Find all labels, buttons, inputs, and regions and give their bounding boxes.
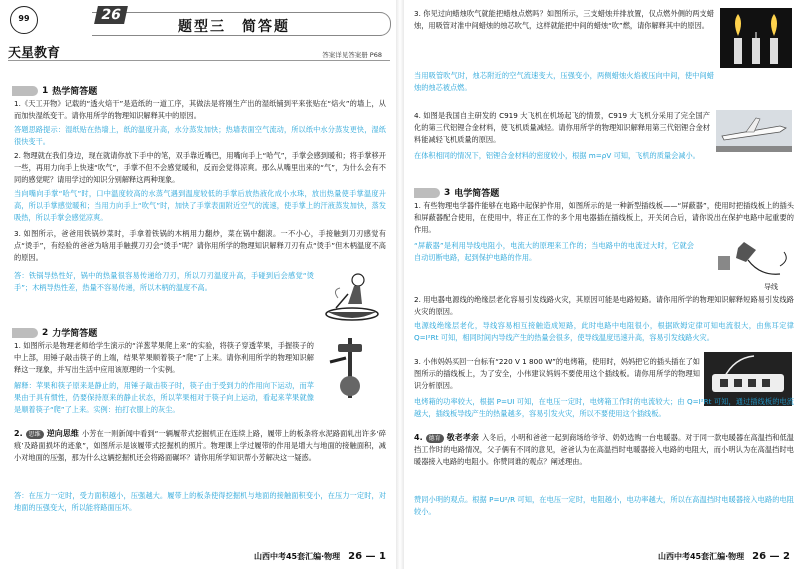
page-number-tab: 26	[94, 6, 128, 24]
question-9: 2. 用电器电源线的绝缘层老化容易引发线路火灾，其原因可能是电路短路。请你用所学的物理知识解释短路易引发线路火灾的原因。	[414, 295, 794, 316]
topic-label: 逆向思维	[46, 429, 80, 438]
cooking-illustration	[318, 268, 386, 324]
section-title: 热学简答题	[52, 87, 98, 97]
answer-reference: 答案详见答案册 P68	[322, 51, 382, 59]
question-4: 1. 如图所示是物理老师给学生演示的“洋葱苹果爬上来”的实验，将筷子穿透苹果，手握筷子的中上部，用锤子敲击筷子的上端，结果苹果顺着筷子“爬”了上来。请你利用所学的物理知识解释这一现象，并写出生活中应用该原理的一个实例。	[14, 341, 314, 374]
footer-title: 山西中考45套汇编·物理	[657, 552, 745, 561]
section-number: 2	[42, 327, 49, 338]
right-page	[404, 0, 800, 569]
section-number: 1	[42, 85, 49, 96]
topic-tag: 德育	[426, 434, 444, 443]
section-heading-mechanics	[12, 326, 97, 339]
section-tag	[12, 86, 38, 96]
question-10: 3. 小伟妈妈买回一台标有“220 V 1 800 W”的电烤箱，使用时，妈妈把它的插头插在了如图所示的插线板上，为了安全，小伟建议妈妈不要使用这个插线板。请你用所学的物理知识分析原因。	[414, 357, 700, 390]
answer-11: 赞同小明的观点。根据 P=U²/R 可知，在电压一定时，电阻越小，电功率越大，所以在高温挡时电暖器接入电路的电阻较小。	[414, 495, 794, 516]
question-11-number: 4.	[414, 433, 423, 442]
answer-1: 答题思路提示：湿纸贴在热墙上，纸的温度升高，水分蒸发加快；热墙表面空气流动，所以纸中水分蒸发更快，湿纸很快变干。	[14, 125, 386, 146]
topic-label: 敬老孝亲	[446, 433, 479, 442]
question-6: 3. 你见过向蜡烛吹气就能把蜡烛点燃吗？如图所示，三支蜡烛并排放置，仅点燃外侧的两支蜡烛，用吸管对准中间蜡烛的烛芯吹气，这样就能把中间的蜡烛“吹”燃，请你解释其中的原因。	[414, 9, 714, 30]
question-1: 1.《天工开物》记载的“透火焙干”是造纸的一道工序，其做法是将刚生产出的湿纸铺到平来张贴在“焙火”的墙上，从而加快湿纸变干。请你用所学的物理知识解释其中的原因。	[14, 99, 386, 120]
answer-6: 当用吸管吹气时，烛芯附近的空气流速变大，压强变小，两侧蜡烛火焰被压向中间，使中间蜡烛的烛芯被点燃。	[414, 71, 714, 92]
right-footer	[658, 551, 790, 562]
page-header	[8, 6, 390, 66]
brand-name: 天星教育	[8, 46, 61, 61]
answer-5: 答：在压力一定时，受力面积越小，压强越大。履带上的板条使得挖掘机与地面的接触面积变小，在压力一定时，对地面的压强变大，所以能将路面压坏。	[14, 491, 386, 512]
answer-3: 答：铁锅导热性好，锅中的热量很容易传递给刀刃，所以刀刃温度升高，手碰到后会感觉“烫手”；木柄导热性差，热量不容易传递，所以木柄的温度不高。	[14, 271, 314, 292]
footer-page-number: 26 — 2	[752, 551, 790, 562]
brand-logo-badge: 99	[10, 6, 38, 34]
left-footer	[254, 551, 386, 562]
answer-9: 电源线绝缘层老化，导线容易相互接触造成短路，此时电路中电阻很小，根据欧姆定律可知电流很大，由焦耳定律 Q=I²Rt 可知，相同时间内导线产生的热量会很多，使导线温度迅速升高，容易引发线路火灾。	[414, 321, 794, 342]
section-heading-electricity	[414, 186, 499, 199]
candles-illustration	[720, 8, 792, 68]
section-heading-thermal	[12, 84, 97, 97]
answer-10: 电烤箱的功率较大，根据 P=UI 可知，在电压一定时，电烤箱工作时的电流较大；由 Q=I²Rt 可知，通过插线板的电流越大，插线板导线产生的热量越多，容易引发火灾，所以不要使用这个插线板。	[414, 397, 794, 418]
book-gutter	[396, 0, 404, 569]
answer-2: 当向嘴向手掌“哈气”时，口中温度较高的水蒸气遇到温度较低的手掌后放热液化成小水珠，放出热量使手掌温度升高，所以手掌感觉暖和；当用力向手上“吹气”时，加快了手掌表面附近空气的流速，使手掌上的汗液蒸发加快，蒸发吸热，所以手掌会感觉凉爽。	[14, 189, 386, 222]
answer-7: 在体积相同的情况下，铝锂合金材料的密度较小，根据 m=ρV 可知，飞机的质量会减小。	[414, 151, 700, 160]
section-number: 3	[444, 187, 451, 198]
apple-chopstick-illustration	[320, 336, 384, 408]
airplane-illustration	[716, 110, 792, 152]
answer-4: 解释：苹果和筷子原来是静止的，用锤子敲击筷子时，筷子由于受到力的作用向下运动，而苹果由于具有惯性，仍要保持原来的静止状态，所以苹果相对于筷子向上运动，看起来苹果就像是顺着筷子“爬”了上来。实例：拍打衣服上的灰尘。	[14, 381, 314, 414]
question-5	[14, 428, 386, 464]
section-title: 电学简答题	[454, 189, 500, 199]
question-5-text: 小芳在一则新闻中看到“一辆履带式挖掘机正在连续上路，履带上的板条将水泥路面轧出许多‘碎痕’及路面损坏的迹象”，如图所示是该履带式挖掘机的照片。物理课上学过履带的作用是增大与地面的接触面积，减小对地面的压强，那为什么这辆挖掘机还会将路面碾坏？请你用所学知识帮小芳解决这一疑惑。	[14, 429, 386, 462]
section-tag	[12, 328, 38, 338]
shield-device-illustration	[698, 238, 792, 286]
question-7: 4. 如图是我国自主研发的 C919 大飞机在机场起飞的情景，C919 大飞机分采用了完全国产化的第三代铝锂合金材料，使飞机质量减轻。请你用所学的物理知识解释用第三代铝锂合金材料能减轻飞机质量的原因。	[414, 111, 710, 144]
question-2: 2. 物理就在我们身边，现在就请你放下手中的笔，双手靠近嘴巴，用嘴向手上“哈气”，手掌会感到暖和；将手掌移开一些，再用力向手上快速“吹气”，手掌不但不会感觉暖和，反而会觉得凉爽。那么从嘴里出来的“气”，为什么会有不同的感觉呢？请用学过的知识分别解释这两种现象。	[14, 151, 386, 184]
header-divider	[8, 60, 390, 61]
question-11-text: 入冬后，小明和爸爸一起到商场给爷爷、奶奶选购一台电暖器。对于同一款电暖器在高温挡和低温挡工作时的电路情况，父子俩有不同的意见，爸爸认为在高温挡时电暖器接入电路的电阻大，而小明认为在高温挡时电暖器接入电路的电阻小。你赞同谁的观点？阐述理由。	[414, 433, 794, 466]
topic-tag: 思维	[26, 430, 44, 439]
question-5-number: 2.	[14, 429, 23, 438]
section-title: 力学简答题	[52, 329, 98, 339]
question-8: 1. 有些物理电学器件能够在电路中起保护作用，如图所示的是一种新型插线板——“屏蔽器”，使用时把插线板上的插头和屏蔽器配合使用，在使用中，将正在工作的多个用电器插在插线板上，开关闭合后，请你说出在保护电路中起重要的作用。	[414, 201, 794, 234]
footer-title: 山西中考45套汇编·物理	[253, 552, 341, 561]
footer-page-number: 26 — 1	[348, 551, 386, 562]
figure-caption-wire: 导线	[764, 283, 778, 291]
answer-8: “屏蔽器”是利用导线电阻小，电流大的原理来工作的；当电路中的电流过大时，它就会自动切断电路，起到保护电路的作用。	[414, 241, 694, 262]
question-11	[414, 432, 794, 468]
question-3: 3. 如图所示，爸爸用铁锅炒菜时，手拿着铁锅的木柄用力翻炒，菜在锅中翻滚。一不小心，手接触到刀刃感觉有点“烫手”，有经验的爸爸为啥用手触摸刀刃会“烫手”呢？请你用所学的物理知识解释刀刃有点“烫手”但木柄温度不高的原因。	[14, 229, 386, 262]
left-page	[0, 0, 396, 569]
section-tag	[414, 188, 440, 198]
page-title: 题型三 简答题	[178, 19, 290, 35]
